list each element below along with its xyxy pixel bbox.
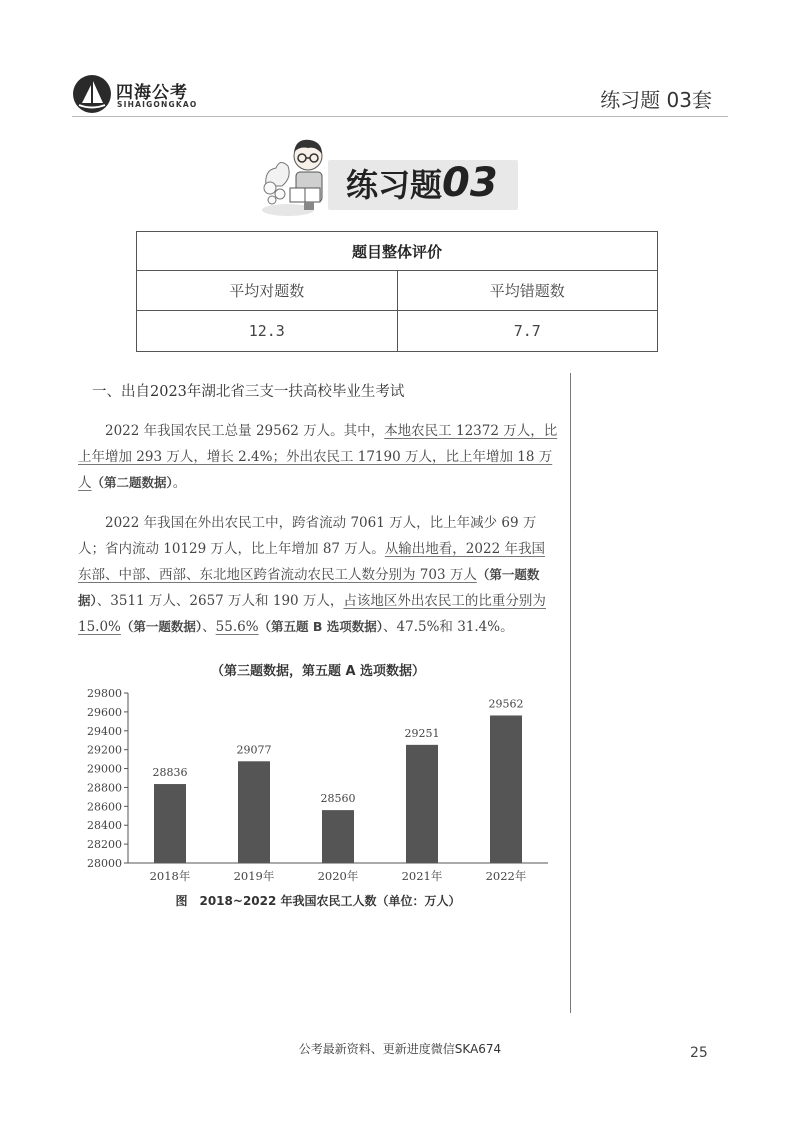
section-title: 一、出自2023年湖北省三支一扶高校毕业生考试: [92, 384, 405, 400]
p1-text-a: 2022 年我国农民工总量 29562 万人。其中，: [105, 423, 385, 439]
header-divider: [72, 116, 728, 117]
avg-correct-value: 12.3: [137, 311, 398, 352]
x-tick-label: 2020年: [317, 869, 359, 883]
exercise-set-label: 练习题 03套: [600, 88, 712, 112]
bar-chart: [78, 680, 558, 890]
logo-pinyin-name: SIHAIGONGKAO: [117, 100, 198, 109]
evaluation-heading: 题目整体评价: [137, 232, 658, 271]
p2-underlined-2: 占该地区外出农民工的比重分别为 15.0%: [78, 593, 546, 635]
p2-bold-note-1: （第一题数据）: [78, 567, 540, 608]
bar: [154, 784, 186, 863]
bar: [238, 761, 270, 863]
logo-chinese-name: 四海公考: [116, 83, 188, 103]
bar-value-label: 28836: [152, 766, 188, 780]
y-tick-label: 28600: [87, 800, 122, 814]
y-tick-label: 28200: [87, 838, 122, 852]
bar-value-label: 29251: [404, 726, 440, 740]
p2-text-e: 、47.5%和 31.4%。: [383, 619, 514, 635]
page-number: 25: [690, 1045, 708, 1061]
bar-value-label: 29562: [488, 697, 524, 711]
title-prefix: 练习题: [346, 166, 443, 204]
p1-underlined-1: 本地农民工 12372 万人，比上年增加 293 万人，增长 2.4%；外出农民工 17190 万人，比上年增加 18 万人: [78, 423, 558, 491]
p2-bold-note-3: （第五题 B 选项数据）: [258, 619, 384, 634]
brand-logo: [72, 74, 242, 114]
paragraph-2: [78, 510, 558, 640]
y-tick-label: 28800: [87, 781, 122, 795]
title-number: 03: [442, 160, 498, 206]
x-tick-label: 2022年: [485, 869, 527, 883]
bar: [490, 715, 522, 863]
x-tick-label: 2019年: [233, 869, 275, 883]
y-tick-label: 29200: [87, 743, 122, 757]
chart-title: （第三题数据，第五题 A 选项数据）: [210, 664, 426, 679]
bar: [406, 745, 438, 863]
x-tick-label: 2018年: [149, 869, 191, 883]
y-tick-label: 29600: [87, 705, 122, 719]
y-tick-label: 28400: [87, 819, 122, 833]
p2-underlined-3: 55.6%: [215, 619, 259, 635]
paragraph-1: [78, 418, 558, 496]
p2-text-c: 、3511 万人、2657 万人和 190 万人，: [96, 593, 344, 609]
p1-text-end: 。: [172, 475, 187, 491]
x-tick-label: 2021年: [401, 869, 443, 883]
y-tick-label: 29800: [87, 687, 122, 700]
avg-correct-label: 平均对题数: [137, 271, 398, 311]
p1-bold-note-1: （第二题数据）: [91, 475, 173, 490]
page-title: [346, 160, 498, 206]
bar-value-label: 28560: [320, 792, 356, 806]
column-divider: [570, 373, 571, 1013]
bar: [322, 810, 354, 863]
avg-wrong-label: 平均错题数: [397, 271, 658, 311]
p2-underlined-1: 从输出地看，2022 年我国东部、中部、西部、东北地区跨省流动农民工人数分别为 703 万人: [78, 541, 545, 583]
chart-caption: 图 2018~2022 年我国农民工人数（单位：万人）: [175, 894, 461, 908]
y-tick-label: 29400: [87, 724, 122, 738]
p2-text-d: 、: [202, 619, 216, 635]
p2-bold-note-2: （第一题数据）: [120, 619, 203, 634]
bar-value-label: 29077: [236, 743, 272, 757]
sailboat-logo-icon: [72, 74, 112, 114]
evaluation-table: [136, 231, 658, 352]
y-tick-label: 28000: [87, 857, 122, 870]
p2-text-a: 2022 年我国在外出农民工中，跨省流动 7061 万人，比上年减少 69 万人；省内流动 10129 万人，比上年增加 87 万人。: [78, 515, 537, 557]
avg-wrong-value: 7.7: [397, 311, 658, 352]
y-tick-label: 29000: [87, 762, 122, 776]
footer-text: 公考最新资料、更新进度微信SKA674: [298, 1042, 502, 1056]
